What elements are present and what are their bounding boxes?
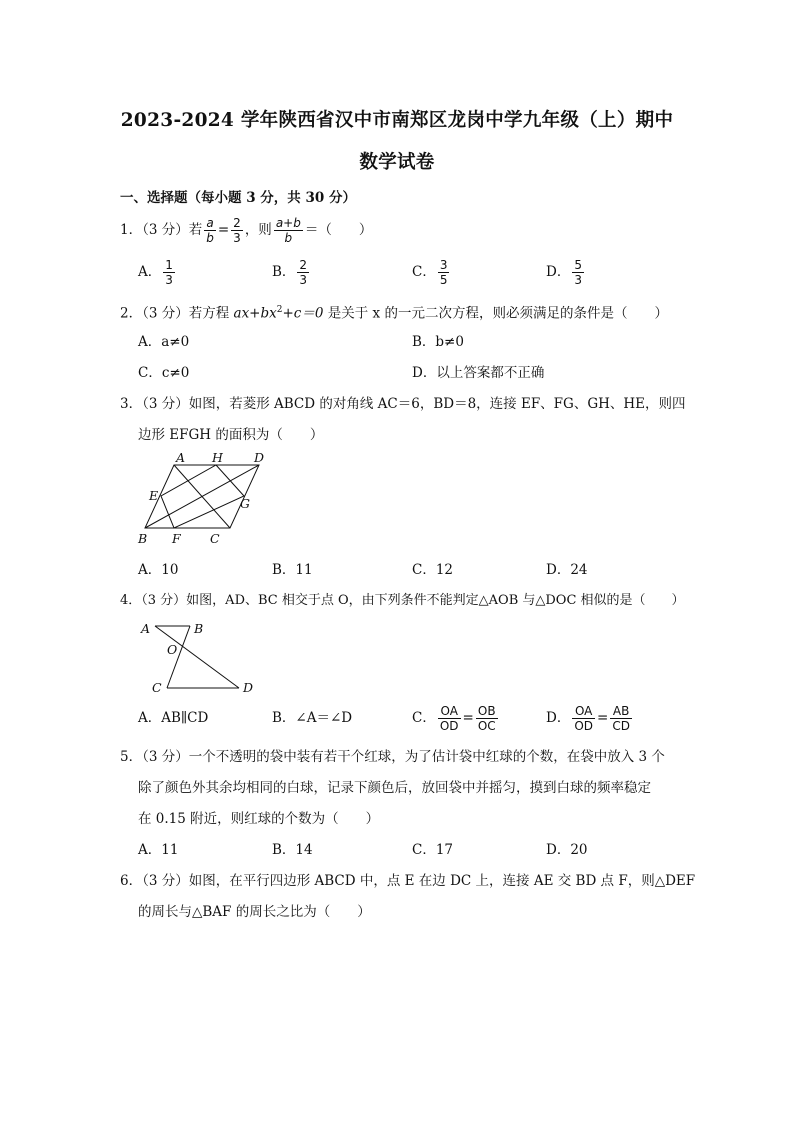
section-heading: 一、选择题（每小题 3 分，共 30 分） bbox=[120, 190, 356, 206]
fraction: $\frac{2}{3}$ bbox=[233, 216, 241, 245]
label-d: D bbox=[254, 452, 265, 465]
q2-option-c: C．c≠0 bbox=[138, 365, 190, 381]
q5-option-b: B．14 bbox=[272, 842, 313, 858]
question-6-line-2: 的周长与△BAF 的周长之比为（ ） bbox=[138, 904, 371, 920]
q1-option-b: B． $\frac{2}{3}$ bbox=[272, 258, 308, 287]
label-b: B bbox=[138, 531, 148, 546]
label-a: A bbox=[141, 621, 151, 636]
rhombus-figure bbox=[130, 452, 280, 552]
question-3-line-1: 3．（3 分）如图，若菱形 ABCD 的对角线 AC＝6，BD＝8，连接 EF、FG、GH、HE，则四 bbox=[120, 396, 686, 412]
q2-option-d: D．以上答案都不正确 bbox=[412, 365, 545, 381]
q3-option-d: D．24 bbox=[546, 562, 588, 578]
question-5-line-3: 在 0.15 附近，则红球的个数为（ ） bbox=[138, 811, 380, 827]
q4-option-c: C． $\frac{OA}{OD}$ = $\frac{OB}{OC}$ bbox=[412, 704, 496, 733]
q4-option-d: D． $\frac{OA}{OD}$ = $\frac{AB}{CD}$ bbox=[546, 704, 630, 733]
q5-option-c: C．17 bbox=[412, 842, 454, 858]
question-4: 4．（3 分）如图，AD、BC 相交于点 O，由下列条件不能判定△AOB 与△DOC 相似的是（ ） bbox=[120, 593, 685, 608]
q2-option-a: A．a≠0 bbox=[138, 334, 190, 350]
label-o: O bbox=[167, 642, 178, 657]
q1-option-d: D． $\frac{5}{3}$ bbox=[546, 258, 582, 287]
exam-subtitle: 数学试卷 bbox=[359, 152, 435, 173]
label-e: E bbox=[149, 488, 159, 503]
q3-option-c: C．12 bbox=[412, 562, 454, 578]
q5-option-a: A．11 bbox=[138, 842, 179, 858]
label-g: G bbox=[240, 496, 250, 511]
label-c: C bbox=[152, 680, 162, 695]
label-d: D bbox=[243, 680, 254, 695]
q3-option-b: B．11 bbox=[272, 562, 313, 578]
question-5-line-1: 5．（3 分）一个不透明的袋中装有若干个红球，为了估计袋中红球的个数，在袋中放入 3 个 bbox=[120, 749, 665, 765]
q3-option-a: A．10 bbox=[138, 562, 179, 578]
q1-option-c: C． $\frac{3}{5}$ bbox=[412, 258, 448, 287]
q1-option-a: A． $\frac{1}{3}$ bbox=[138, 258, 173, 287]
label-a: A bbox=[176, 452, 186, 465]
question-2: 2．（3 分）若方程 $ax+bx^2+c=0$ 是关于 x 的一元二次方程，则必须满足的条件是（ ） bbox=[120, 305, 668, 322]
exam-title: 2023-2024 学年陕西省汉中市南郑区龙岗中学九年级（上）期中 bbox=[120, 110, 674, 131]
intersecting-lines-figure bbox=[136, 616, 266, 696]
question-1: 1．（3 分）若 $\frac{a}{b}$ = $\frac{2}{3}$ ，则 $\frac{a+b}{b}$ ＝（ ） bbox=[120, 216, 373, 245]
q4-option-a: A．AB∥CD bbox=[138, 710, 209, 726]
label-b: B bbox=[194, 621, 204, 636]
question-5-line-2: 除了颜色外其余均相同的白球，记录下颜色后，放回袋中并摇匀，摸到白球的频率稳定 bbox=[138, 780, 651, 796]
label-h: H bbox=[212, 452, 223, 465]
q2-option-b: B．b≠0 bbox=[412, 334, 464, 350]
question-6-line-1: 6．（3 分）如图，在平行四边形 ABCD 中，点 E 在边 DC 上，连接 AE 交 BD 点 F，则△DEF bbox=[120, 873, 696, 889]
label-f: F bbox=[172, 531, 181, 546]
fraction: $\frac{a}{b}$ bbox=[206, 216, 214, 245]
q5-option-d: D．20 bbox=[546, 842, 588, 858]
question-3-line-2: 边形 EFGH 的面积为（ ） bbox=[138, 427, 324, 443]
label-c: C bbox=[210, 531, 220, 546]
fraction: $\frac{a+b}{b}$ bbox=[275, 216, 301, 245]
q4-option-b: B．∠A＝∠D bbox=[272, 710, 353, 726]
